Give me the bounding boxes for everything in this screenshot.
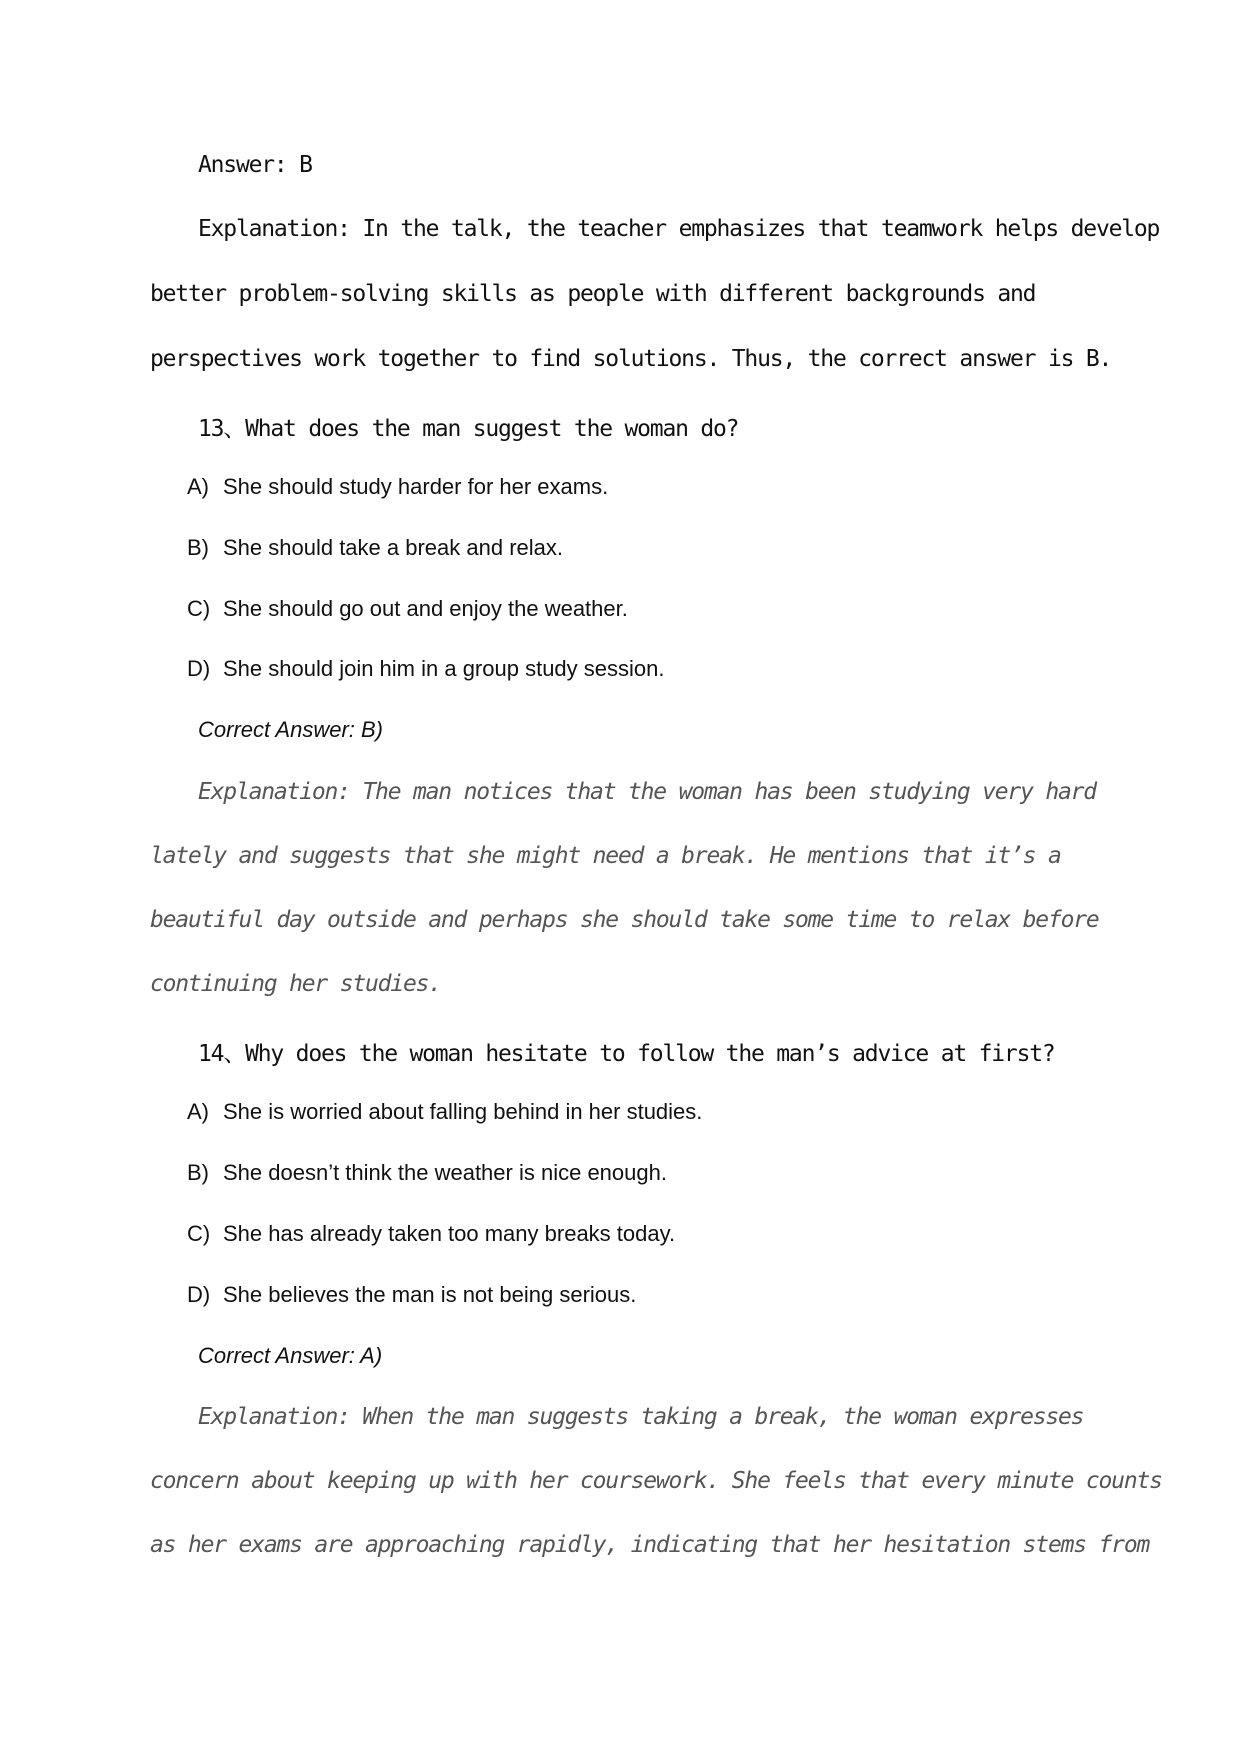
correct-answer: Correct Answer: A) (198, 1343, 383, 1368)
option-letter: D) (187, 656, 211, 681)
option-text: She should study harder for her exams. (223, 474, 609, 499)
explanation-line: as her exams are approaching rapidly, indicating that her hesitation stems from (150, 1532, 1150, 1558)
explanation-line: Explanation: The man notices that the woman has been studying very hard (198, 779, 1096, 805)
answer-line: Answer: B (198, 152, 312, 178)
explanation-line: lately and suggests that she might need a break. He mentions that it’s a (150, 843, 1061, 869)
explanation-line: better problem-solving skills as people with different backgrounds and (150, 281, 1036, 307)
option-text: She should go out and enjoy the weather. (223, 596, 628, 621)
option-c (187, 596, 628, 622)
option-letter: A) (187, 1099, 209, 1124)
option-b (187, 535, 563, 561)
option-text: She is worried about falling behind in her studies. (223, 1099, 703, 1124)
option-c (187, 1221, 675, 1247)
explanation-line: beautiful day outside and perhaps she should take some time to relax before (150, 907, 1099, 933)
option-d (187, 656, 664, 682)
option-a (187, 474, 608, 500)
option-text: She believes the man is not being serious. (223, 1282, 637, 1307)
option-letter: D) (187, 1282, 211, 1307)
option-letter: A) (187, 474, 209, 499)
option-d (187, 1282, 636, 1308)
option-b (187, 1160, 667, 1186)
question-13: 13、What does the man suggest the woman do? (198, 416, 739, 442)
correct-answer: Correct Answer: B) (198, 717, 384, 742)
explanation-line: concern about keeping up with her coursework. She feels that every minute counts (150, 1468, 1162, 1494)
option-letter: B) (187, 1160, 209, 1185)
explanation-line: Explanation: When the man suggests taking a break, the woman expresses (198, 1404, 1084, 1430)
question-14: 14、Why does the woman hesitate to follow the man’s advice at first? (198, 1041, 1055, 1067)
option-text: She should join him in a group study session. (223, 656, 665, 681)
option-text: She should take a break and relax. (223, 535, 564, 560)
option-text: She has already taken too many breaks today. (223, 1221, 676, 1246)
explanation-line: continuing her studies. (150, 971, 441, 997)
explanation-line: Explanation: In the talk, the teacher emphasizes that teamwork helps develop (198, 216, 1160, 242)
option-letter: C) (187, 1221, 211, 1246)
option-text: She doesn’t think the weather is nice enough. (223, 1160, 667, 1185)
option-a (187, 1099, 702, 1125)
option-letter: C) (187, 596, 211, 621)
option-letter: B) (187, 535, 209, 560)
explanation-line: perspectives work together to find solutions. Thus, the correct answer is B. (150, 346, 1112, 372)
